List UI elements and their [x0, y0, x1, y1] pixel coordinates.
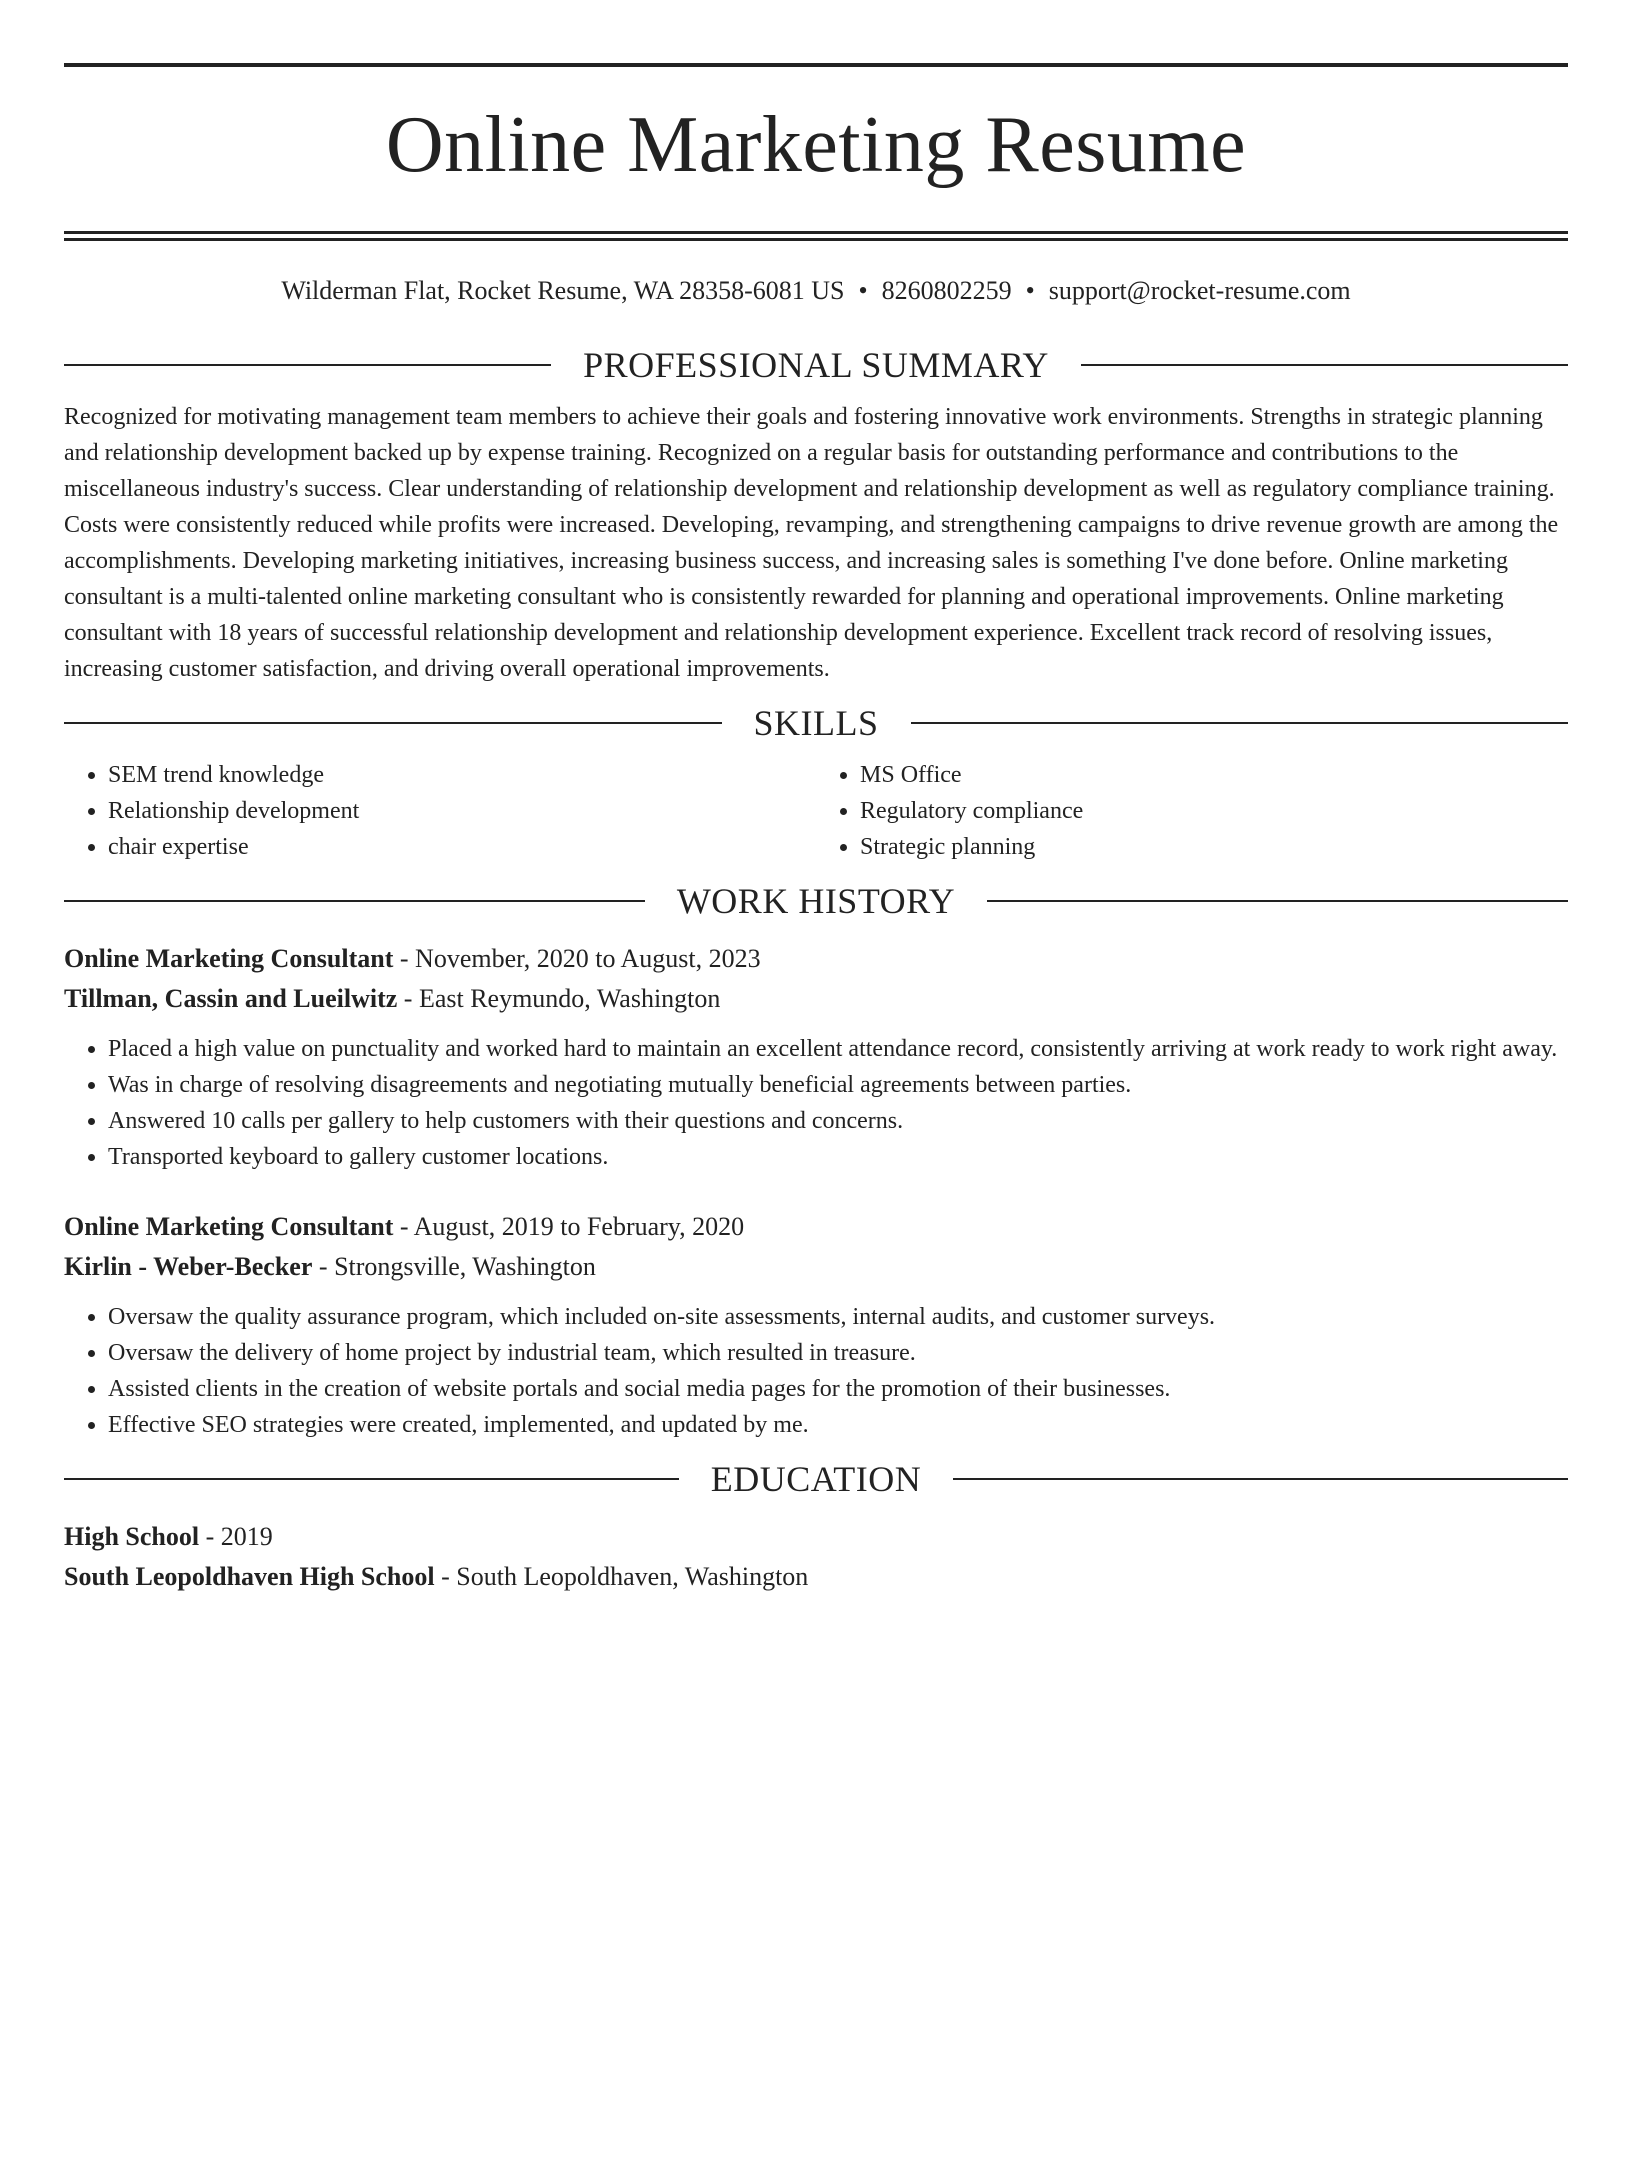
- contact-address: Wilderman Flat, Rocket Resume, WA 28358-6081 US: [281, 276, 845, 305]
- job-title: Online Marketing Consultant: [64, 1212, 394, 1241]
- job-company: Kirlin - Weber-Becker: [64, 1252, 313, 1281]
- job-entry: [64, 1207, 1568, 1443]
- heading-rule-left: [64, 900, 645, 902]
- title-double-rule: [64, 231, 1568, 241]
- dash: -: [393, 1212, 414, 1241]
- job-bullet: • Effective SEO strategies were created, implemented, and updated by me.: [108, 1407, 1568, 1443]
- heading-rule-left: [64, 364, 551, 366]
- heading-rule-right: [987, 900, 1568, 902]
- summary-section-heading: [64, 343, 1568, 387]
- job-bullet: • Oversaw the delivery of home project by industrial team, which resulted in treasure.: [108, 1335, 1568, 1371]
- skill-item: • Strategic planning: [860, 829, 1568, 865]
- job-title-line: [64, 1207, 1568, 1247]
- skill-item: • SEM trend knowledge: [108, 757, 816, 793]
- resume-page: [0, 63, 1632, 2175]
- contact-email: support@rocket-resume.com: [1048, 276, 1351, 305]
- skill-item: • chair expertise: [108, 829, 816, 865]
- education-location: South Leopoldhaven, Washington: [456, 1562, 809, 1591]
- job-bullet: • Transported keyboard to gallery customer locations.: [108, 1139, 1568, 1175]
- job-bullet: • Was in charge of resolving disagreements and negotiating mutually beneficial agreements between parties.: [108, 1067, 1568, 1103]
- contact-phone: 8260802259: [881, 276, 1012, 305]
- job-location: Strongsville, Washington: [334, 1252, 596, 1281]
- education-degree: High School: [64, 1522, 200, 1551]
- resume-title: Online Marketing Resume: [385, 101, 1247, 189]
- job-bullets: [64, 1299, 1568, 1443]
- job-dates: November, 2020 to August, 2023: [415, 944, 761, 973]
- job-location: East Reymundo, Washington: [418, 984, 721, 1013]
- heading-rule-right: [911, 722, 1569, 724]
- job-company-line: [64, 1247, 1568, 1287]
- heading-rule-left: [64, 1478, 679, 1480]
- skill-item: • Regulatory compliance: [860, 793, 1568, 829]
- job-entry: [64, 939, 1568, 1175]
- education-degree-line: [64, 1517, 1568, 1557]
- job-dates: August, 2019 to February, 2020: [413, 1212, 745, 1241]
- dash: -: [312, 1252, 335, 1281]
- job-company-line: [64, 979, 1568, 1019]
- heading-rule-right: [1081, 364, 1568, 366]
- education-year: 2019: [220, 1522, 273, 1551]
- summary-heading: PROFESSIONAL SUMMARY: [583, 345, 1049, 385]
- job-bullet: • Assisted clients in the creation of website portals and social media pages for the promotion of their businesses.: [108, 1371, 1568, 1407]
- job-bullet: • Answered 10 calls per gallery to help customers with their questions and concerns.: [108, 1103, 1568, 1139]
- summary-text: Recognized for motivating management team members to achieve their goals and fostering innovative work environments. Strengths in strategic planning and relationship development backed up by expense training. Recognized on a regular basis for outstanding performance and contributions to the miscellaneous industry's success. Clear understanding of relationship development and relationship development as well as regulatory compliance training. Costs were consistently reduced while profits were increased. Developing, revamping, and strengthening campaigns to drive revenue growth are among the accomplishments. Developing marketing initiatives, increasing business success, and increasing sales is something I've done before. Online marketing consultant is a multi-talented online marketing consultant who is consistently rewarded for planning and operational improvements. Online marketing consultant with 18 years of successful relationship development and relationship development experience. Excellent track record of resolving issues, increasing customer satisfaction, and driving overall operational improvements.: [64, 404, 1559, 682]
- job-company: Tillman, Cassin and Lueilwitz: [64, 984, 398, 1013]
- work-section-heading: [64, 879, 1568, 923]
- heading-rule-left: [64, 722, 722, 724]
- contact-separator: •: [858, 276, 868, 305]
- skill-item: • MS Office: [860, 757, 1568, 793]
- dash: -: [393, 944, 416, 973]
- work-heading: WORK HISTORY: [676, 881, 956, 921]
- job-title-line: [64, 939, 1568, 979]
- job-bullet: • Oversaw the quality assurance program, which included on-site assessments, internal audits, and customer surveys.: [108, 1299, 1568, 1335]
- skills-column-right: [816, 757, 1568, 865]
- heading-rule-right: [953, 1478, 1568, 1480]
- job-title: Online Marketing Consultant: [64, 944, 394, 973]
- education-entry: [64, 1517, 1568, 1597]
- dash: -: [199, 1522, 221, 1551]
- skills-heading: SKILLS: [753, 703, 879, 743]
- skills-column-left: [64, 757, 816, 865]
- skills-list: [64, 757, 1568, 865]
- dash: -: [434, 1562, 457, 1591]
- job-bullets: [64, 1031, 1568, 1175]
- education-school: South Leopoldhaven High School: [64, 1562, 435, 1591]
- education-section-heading: [64, 1457, 1568, 1501]
- contact-separator: •: [1025, 276, 1035, 305]
- dash: -: [397, 984, 419, 1013]
- contact-line: [64, 275, 1568, 307]
- education-school-line: [64, 1557, 1568, 1597]
- skill-item: • Relationship development: [108, 793, 816, 829]
- education-heading: EDUCATION: [710, 1459, 922, 1499]
- top-rule: [64, 63, 1568, 67]
- job-bullet: • Placed a high value on punctuality and worked hard to maintain an excellent attendance record, consistently arriving at work ready to work right away.: [108, 1031, 1568, 1067]
- skills-section-heading: [64, 701, 1568, 745]
